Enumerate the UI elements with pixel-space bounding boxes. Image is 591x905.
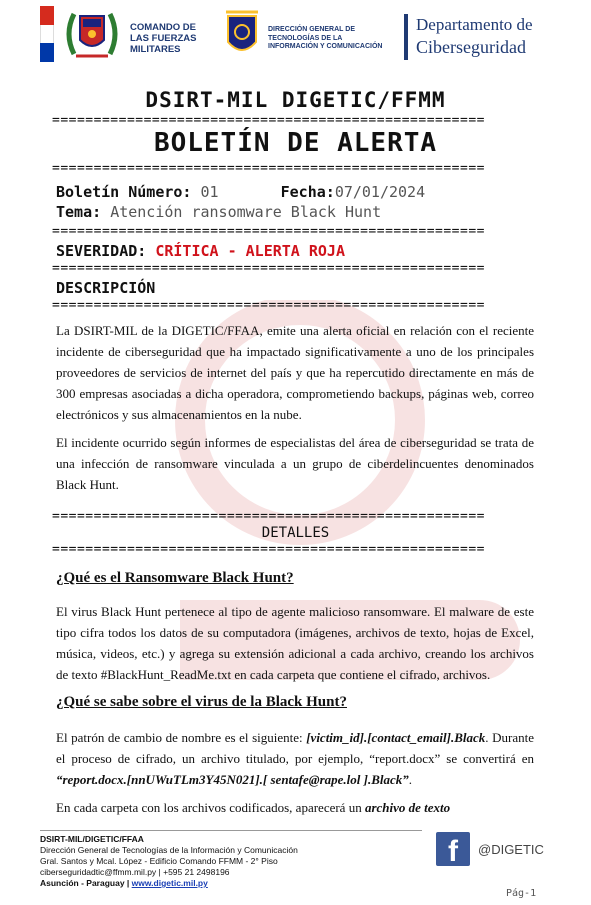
question-2-paragraph-1: El patrón de cambio de nombre es el siguiente: [victim_id].[contact_email].Black. Durante el proceso de cifrado, un archivo titulado, por ejemplo, “report.docx” se convertirá en “report.docx.[nnUWuTLm3Y45N021].[ sentafe@rape.lol ].Black”.	[56, 730, 534, 787]
facebook-handle: @DIGETIC	[478, 842, 544, 857]
military-command-emblem-icon	[62, 6, 122, 62]
topic-row	[56, 203, 381, 221]
footer-directorate: Dirección General de Tecnologías de la Información y Comunicación	[40, 845, 298, 855]
question-1-paragraph: El virus Black Hunt pertenece al tipo de agente malicioso ransomware. El malware de este tipo cifra todos los datos de su computadora (imágenes, archivos de texto, hojas de Excel, música, videos, etc.) y agrega su extensión adicional a cada archivo, creando los archivos de texto #BlackHunt_ReadMe.txt en cada carpeta que contiene el cifrado, archivos.	[56, 604, 534, 682]
facebook-icon[interactable]: f	[436, 832, 470, 866]
dept-name: Departamento de Ciberseguridad	[416, 15, 533, 57]
question-2-paragraph-2: En cada carpeta con los archivos codificados, aparecerá un archivo de texto	[56, 800, 451, 815]
digetic-emblem-icon	[220, 8, 264, 62]
footer-org: DSIRT-MIL/DIGETIC/FFAA	[40, 834, 144, 844]
footer-contact	[40, 834, 440, 889]
divider: ====================================================	[52, 114, 485, 128]
divider: ====================================================	[52, 299, 485, 313]
description-paragraph-2: El incidente ocurrido según informes de especialistas del área de ciberseguridad se trata de una infección de ransomware vinculada a un grupo de ciberdelincuentes denominados Black Hunt.	[56, 435, 534, 492]
bulletin-number-label: Boletín Número:	[56, 183, 192, 201]
date-label: Fecha:	[280, 183, 335, 201]
bulletin-number-value: 01	[200, 183, 219, 201]
topic-label: Tema:	[56, 203, 102, 221]
severity-value: CRÍTICA - ALERTA ROJA	[155, 242, 345, 260]
divider: ====================================================	[52, 262, 485, 276]
letterhead	[0, 0, 591, 70]
bulletin-meta-row	[56, 183, 425, 201]
date-value: 07/01/2024	[334, 183, 426, 201]
description-heading	[56, 279, 155, 297]
divider: ====================================================	[52, 225, 485, 239]
question-1-heading: ¿Qué es el Ransomware Black Hunt?	[56, 570, 294, 586]
details-heading: DETALLES	[261, 525, 330, 541]
org2-name: DIRECCIÓN GENERAL DE TECNOLOGÍAS DE LA INFORMACIÓN Y COMUNICACIÓN	[268, 26, 383, 50]
description-paragraph-1: La DSIRT-MIL de la DIGETIC/FFAA, emite una alerta oficial en relación con el reciente incidente de ciberseguridad que ha impactado significativamente a uno de los principales proveedores de servicios de internet del país y que ha repercutido directamente en más de 300 empresas asociadas a dicha operadora, comprometiendo backups, páginas web, correo electrónicos y sus almacenamientos en la nube.	[56, 323, 534, 422]
footer-location: Asunción - Paraguay | www.digetic.mil.py	[40, 878, 208, 888]
bulletin-title: BOLETÍN DE ALERTA	[153, 128, 438, 158]
divider: ====================================================	[52, 510, 485, 524]
page-number: Pág-1	[506, 888, 537, 899]
severity-label: SEVERIDAD:	[56, 242, 147, 260]
website-link[interactable]: www.digetic.mil.py	[131, 878, 208, 888]
description-heading-text: DESCRIPCIÓN	[56, 279, 156, 297]
divider: ====================================================	[52, 162, 485, 176]
dept-bar	[404, 14, 408, 60]
question-2-heading: ¿Qué se sabe sobre el virus de la Black Hunt?	[56, 694, 347, 710]
severity-row	[56, 242, 345, 260]
footer-divider	[40, 830, 422, 831]
footer-email-phone: ciberseguridadtic@ffmm.mil.py | +595 21 2498196	[40, 867, 230, 877]
divider: ====================================================	[52, 543, 485, 557]
org-title: DSIRT-MIL DIGETIC/FFMM	[145, 88, 446, 112]
footer-address: Gral. Santos y Mcal. López - Edificio Comando FFMM - 2° Piso	[40, 856, 278, 866]
topic-value: Atención ransomware Black Hunt	[110, 203, 382, 221]
paraguay-flag-icon	[40, 6, 54, 62]
org1-name: COMANDO DE LAS FUERZAS MILITARES	[130, 22, 197, 55]
